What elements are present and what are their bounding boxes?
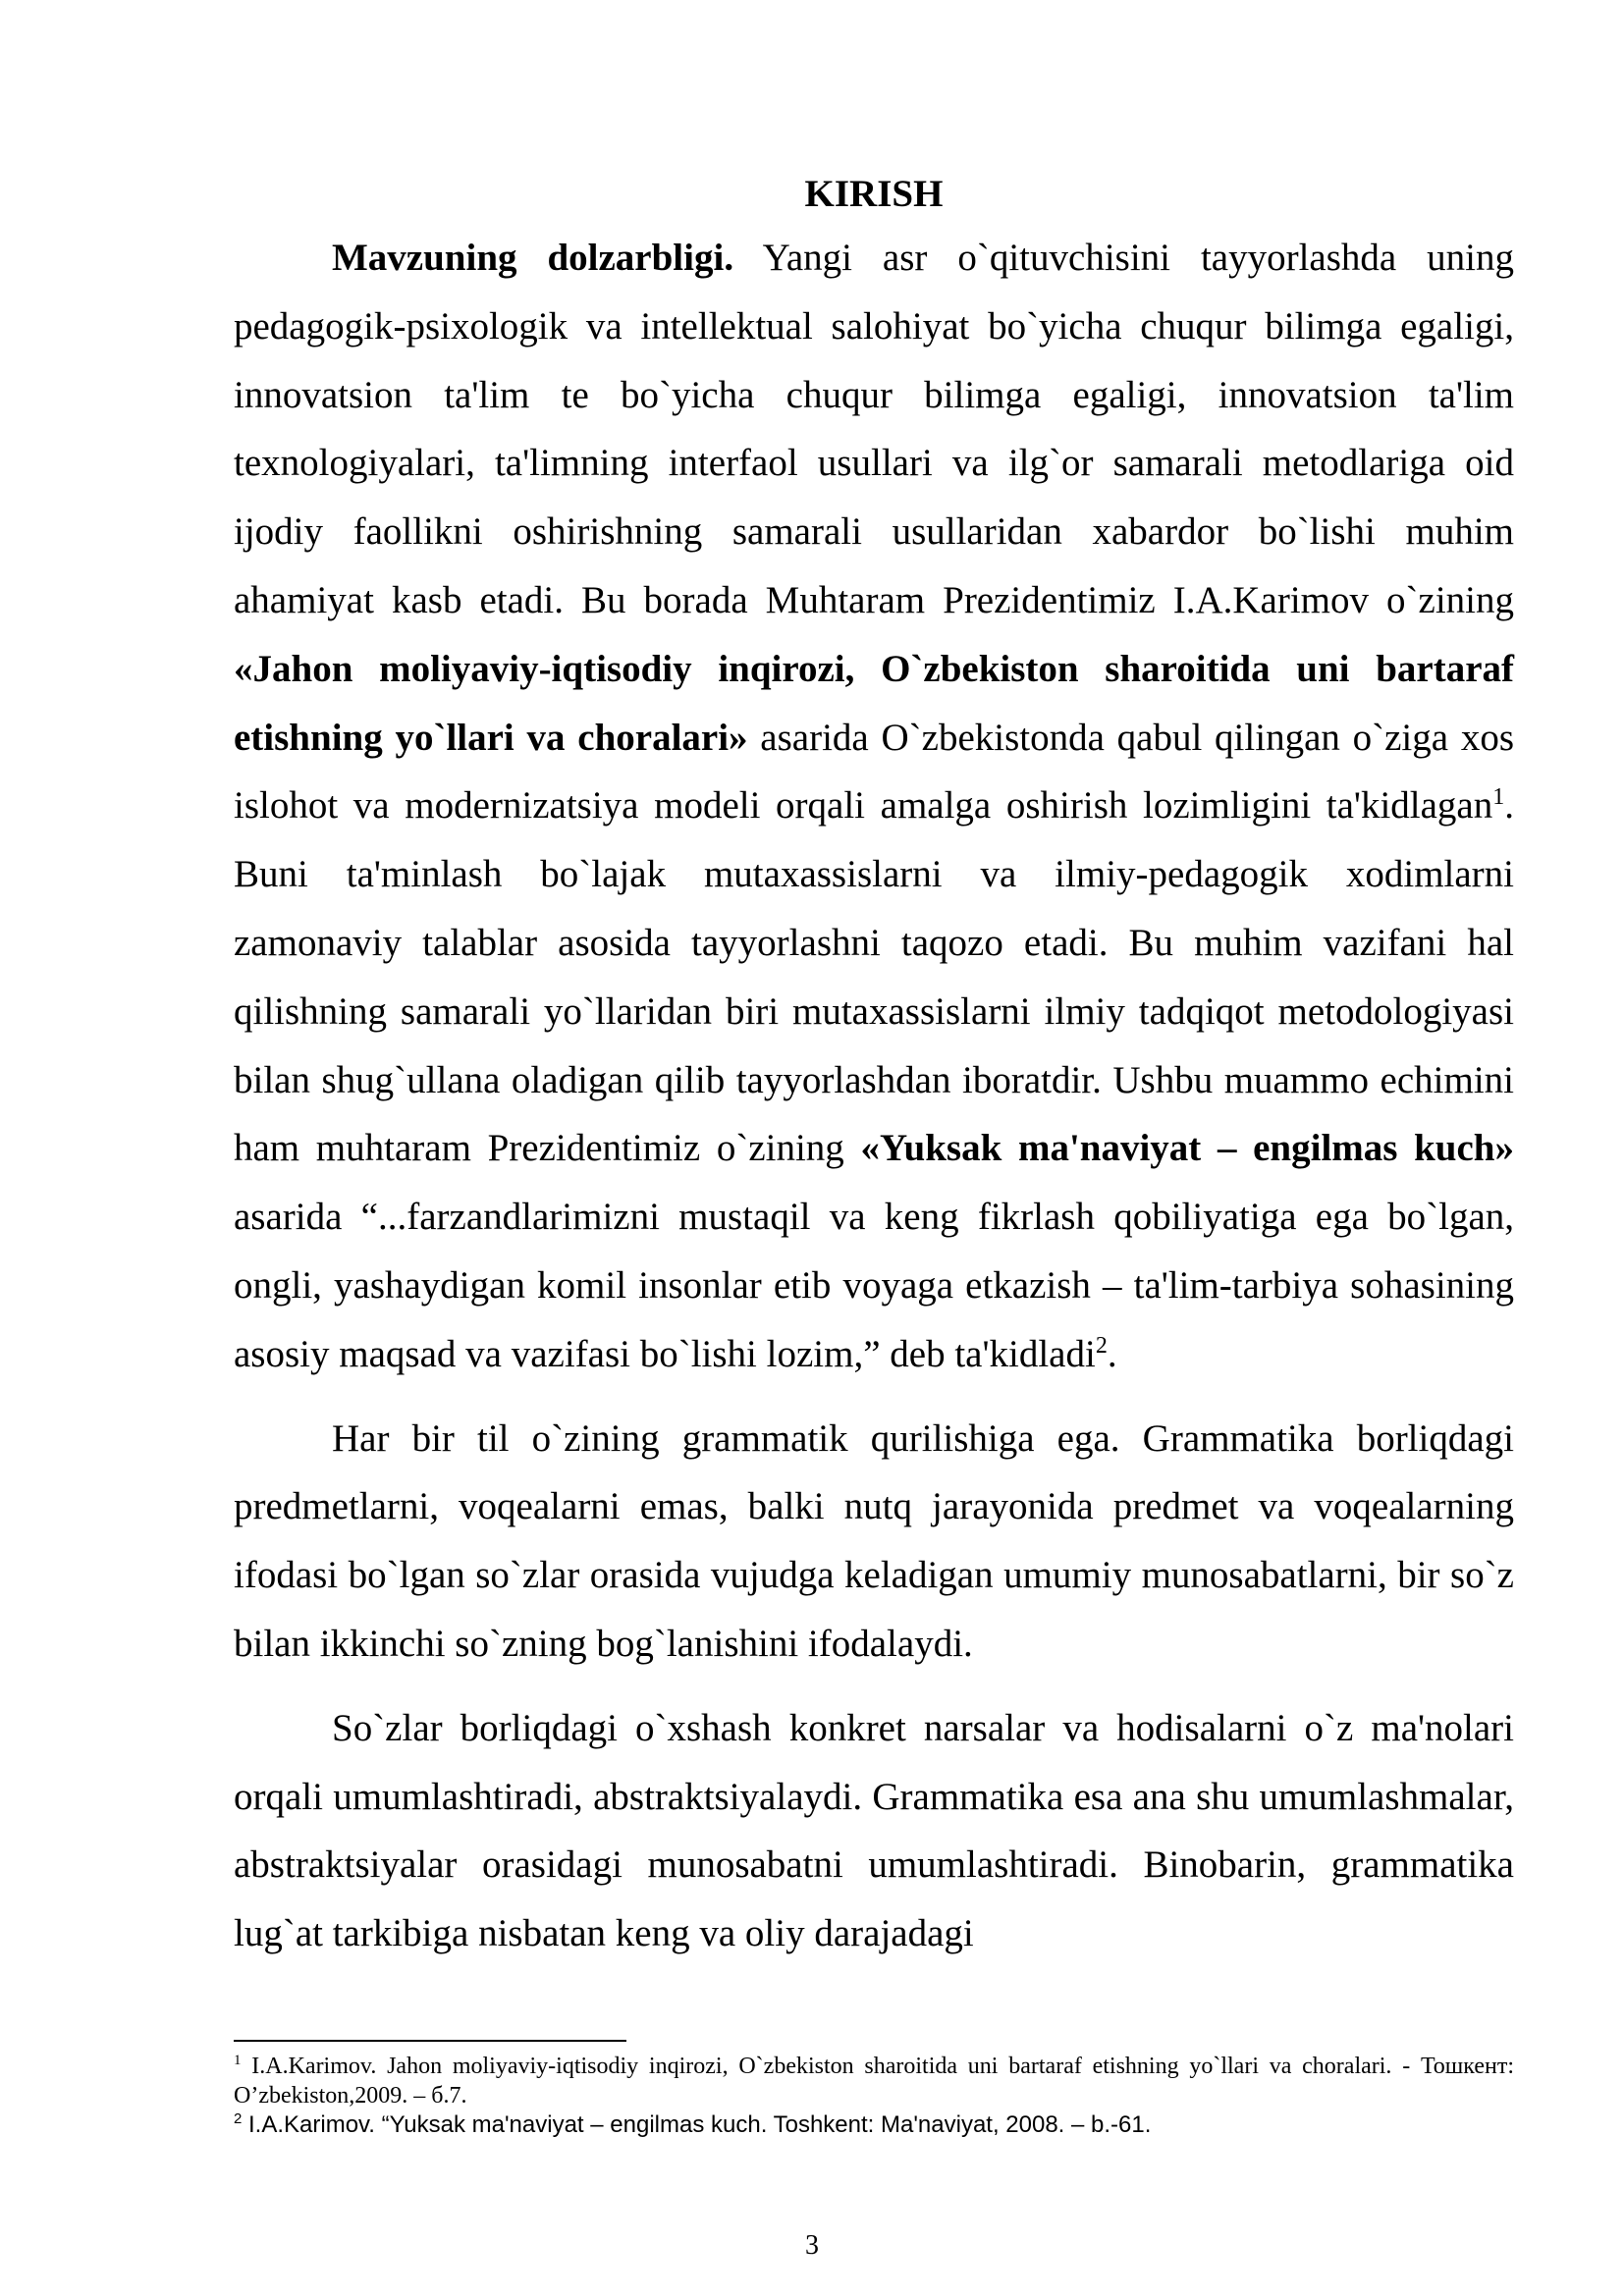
footnote-ref-2: 2 [1095,1332,1108,1359]
footnote-separator [234,2040,626,2042]
footnote-ref-1: 1 [1492,784,1505,811]
footnote-1 [234,2052,1514,2110]
footnote-2 [234,2110,1514,2140]
text-segment: asarida “...farzandlarimizni mustaqil va keng fikrlash qobiliyatiga ega bo`lgan, ongli, yashaydigan komil insonlar etib voyaga etkazish – ta'lim-tarbiya sohasining asosiy maqsad va vazifasi bo`lishi lozim,” deb ta'kidladi [234,1196,1514,1375]
text-segment: . Buni ta'minlash bo`lajak mutaxassislarni va ilmiy-pedagogik xodimlarni zamonaviy talablar asosida tayyorlashni taqozo etadi. Bu muhim vazifani hal qilishning samarali yo`llaridan biri mutaxassislarni ilmiy tadqiqot metodologiyasi bilan shug`ullana oladigan qilib tayyorlashdan iboratdir. Ushbu muammo echimini ham muhtaram Prezidentimiz o`zining [234,784,1514,1170]
paragraph-relevance [234,224,1514,1389]
text-segment: «Yuksak ma'naviyat – engilmas kuch» [860,1127,1514,1170]
text-segment: Mavzuning dolzarbligi. [332,237,734,279]
footnote-text: I.A.Karimov. “Yuksak ma'naviyat – engilmas kuch. Toshkent: Ma'naviyat, 2008. – b.-61. [242,2111,1152,2138]
footnote-text: I.A.Karimov. Jahon moliyaviy-iqtisodiy inqirozi, O`zbekiston sharoitida uni bartaraf etishning yo`llari va choralari. - Тошкент: O’zbekiston,2009. – б.7. [234,2054,1514,2109]
page-number: 3 [805,2230,819,2261]
text-segment: Yangi asr o`qituvchisini tayyorlashda uning pedagogik-psixologik va intellektual salohiyat bo`yicha chuqur bilimga egaligi, innovatsion ta'lim te bo`yicha chuqur bilimga egaligi, innovatsion ta'lim texnologiyalari, ta'limning interfaol usullari va ilg`or samarali metodlariga oid ijodiy faollikni oshirishning samarali usullaridan xabardor bo`lishi muhim ahamiyat kasb etadi. Bu borada Muhtaram Prezidentimiz I.A.Karimov o`zining [234,237,1515,621]
footnotes [234,2052,1514,2140]
paragraph-words [234,1694,1514,1968]
main-text [234,165,1514,1968]
text-segment: «Jahon moliyaviy-iqtisodiy inqirozi, O`zbekiston sharoitida uni bartaraf etishning yo`llari va choralari» [234,647,1514,759]
footnote-marker: 1 [234,2053,242,2068]
paragraph-grammar [234,1405,1514,1679]
text-segment: Har bir til o`zining grammatik qurilishiga ega. Grammatika borliqdagi predmetlarni, voqealarni emas, balki nutq jarayonida predmet va voqealarning ifodasi bo`lgan so`zlar orasida vujudga keladigan umumiy munosabatlarni, bir so`z bilan ikkinchi so`zning bog`lanishini ifodalaydi. [234,1416,1514,1665]
section-title: KIRISH [804,173,944,215]
text-segment: So`zlar borliqdagi o`xshash konkret narsalar va hodisalarni o`z ma'nolari orqali umumlashtiradi, abstraktsiyalaydi. Grammatika esa ana shu umumlashmalar, abstraktsiyalar orasidagi munosabatni umumlashtiradi. Binobarin, grammatika lug`at tarkibiga nisbatan keng va oliy darajadagi [234,1706,1514,1955]
text-segment: asarida O`zbekistonda qabul qilingan o`ziga xos islohot va modernizatsiya modeli orqali amalga oshirish lozimligini ta'kidlagan [234,716,1514,828]
text-segment: . [1107,1332,1117,1375]
footnote-marker: 2 [234,2110,243,2127]
